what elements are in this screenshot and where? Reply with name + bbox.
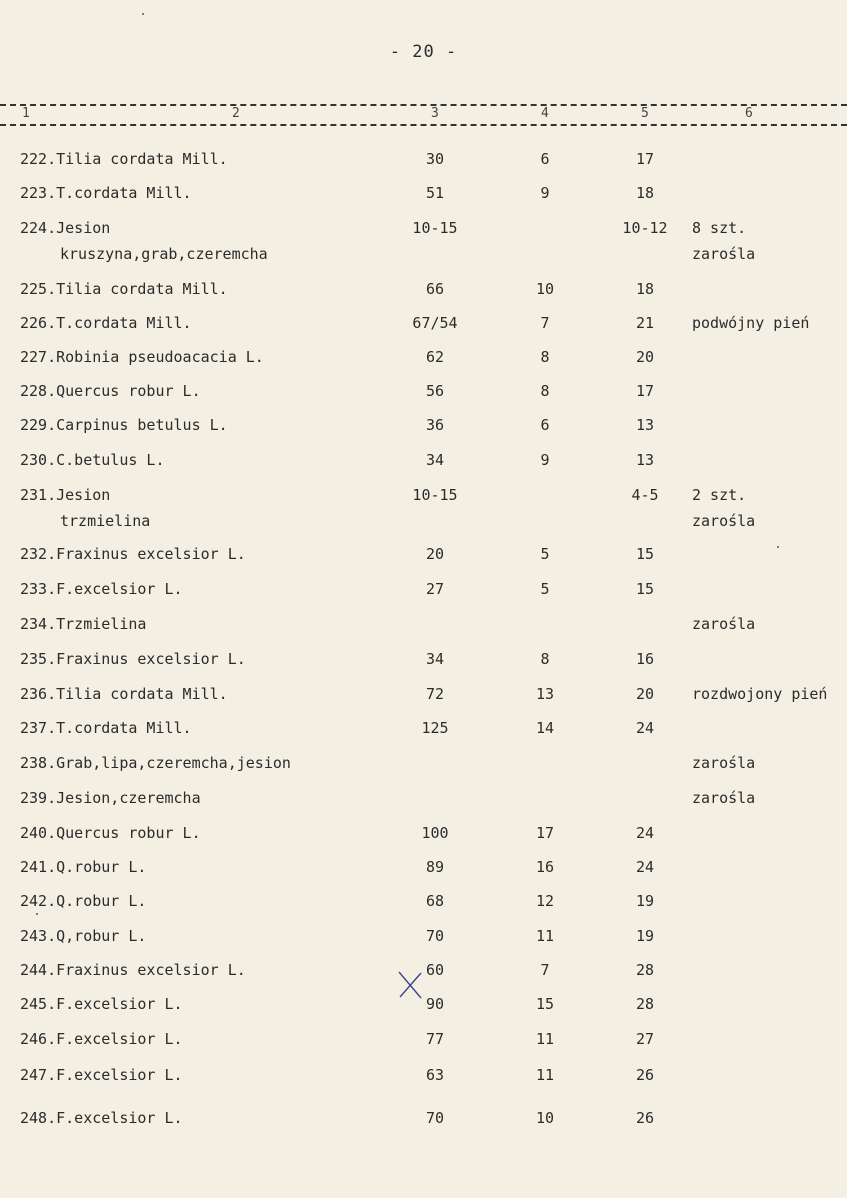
column-5-value: 26	[635, 1066, 655, 1084]
table-row	[0, 1109, 847, 1131]
table-row	[0, 789, 847, 811]
species-name: 246.F.excelsior L.	[20, 1030, 183, 1048]
column-5-value: 18	[635, 280, 655, 298]
table-row	[0, 927, 847, 949]
remarks: zarośla	[692, 754, 756, 772]
column-4-value: 5	[540, 545, 550, 563]
paper-speck	[36, 913, 38, 915]
table-row	[0, 650, 847, 672]
column-3-value: 90	[425, 995, 445, 1013]
column-4-value: 7	[540, 314, 550, 332]
species-name: 243.Q,robur L.	[20, 927, 147, 945]
column-4-value: 6	[540, 416, 550, 434]
column-3-value: 63	[425, 1066, 445, 1084]
species-name: 231.Jesion	[20, 486, 111, 504]
table-row	[0, 382, 847, 404]
column-4-value: 8	[540, 382, 550, 400]
column-4-value: 14	[535, 719, 555, 737]
species-name: 242.Q.robur L.	[20, 892, 147, 910]
column-3-value: 70	[425, 927, 445, 945]
species-name: 232.Fraxinus excelsior L.	[20, 545, 246, 563]
column-5-value: 20	[635, 685, 655, 703]
species-name: 241.Q.robur L.	[20, 858, 147, 876]
species-name: 244.Fraxinus excelsior L.	[20, 961, 246, 979]
remarks: 2 szt.	[692, 486, 747, 504]
column-5-value: 4-5	[631, 486, 659, 504]
species-name-continued: kruszyna,grab,czeremcha	[60, 245, 268, 263]
table-row	[0, 348, 847, 370]
table-row	[0, 961, 847, 983]
table-row	[0, 545, 847, 567]
column-3-value: 67/54	[412, 314, 458, 332]
paper-speck	[142, 13, 144, 15]
column-5-value: 13	[635, 451, 655, 469]
column-3-value: 10-15	[412, 486, 458, 504]
remarks: rozdwojony pień	[692, 685, 828, 703]
species-name: 224.Jesion	[20, 219, 111, 237]
table-row	[0, 280, 847, 302]
column-5-value: 13	[635, 416, 655, 434]
column-4-value: 11	[535, 1066, 555, 1084]
table-row	[0, 314, 847, 336]
column-3-value: 51	[425, 184, 445, 202]
species-name: 230.C.betulus L.	[20, 451, 165, 469]
column-5-value: 17	[635, 382, 655, 400]
species-name: 226.T.cordata Mill.	[20, 314, 192, 332]
species-name: 245.F.excelsior L.	[20, 995, 183, 1013]
column-4-value: 8	[540, 650, 550, 668]
column-5-value: 24	[635, 824, 655, 842]
column-3-value: 27	[425, 580, 445, 598]
column-3-value: 100	[421, 824, 449, 842]
table-row	[0, 416, 847, 438]
species-name: 235.Fraxinus excelsior L.	[20, 650, 246, 668]
column-4-value: 6	[540, 150, 550, 168]
column-5-value: 17	[635, 150, 655, 168]
column-4-value: 11	[535, 1030, 555, 1048]
column-5-value: 28	[635, 961, 655, 979]
species-name: 236.Tilia cordata Mill.	[20, 685, 228, 703]
column-5-value: 18	[635, 184, 655, 202]
header-rule-top	[0, 104, 847, 106]
column-3-value: 20	[425, 545, 445, 563]
column-number-4: 4	[541, 106, 549, 121]
page-number: - 20 -	[389, 42, 458, 62]
remarks: zarośla	[692, 615, 756, 633]
column-5-value: 26	[635, 1109, 655, 1127]
column-4-value: 13	[535, 685, 555, 703]
column-3-value: 34	[425, 451, 445, 469]
table-row	[0, 685, 847, 707]
species-name: 248.F.excelsior L.	[20, 1109, 183, 1127]
table-row	[0, 754, 847, 776]
species-name: 247.F.excelsior L.	[20, 1066, 183, 1084]
species-name: 222.Tilia cordata Mill.	[20, 150, 228, 168]
column-3-value: 125	[421, 719, 449, 737]
species-name: 225.Tilia cordata Mill.	[20, 280, 228, 298]
remarks: podwójny pień	[692, 314, 810, 332]
column-3-value: 62	[425, 348, 445, 366]
table-row	[0, 892, 847, 914]
column-number-3: 3	[431, 106, 439, 121]
species-name: 227.Robinia pseudoacacia L.	[20, 348, 264, 366]
species-name: 228.Quercus robur L.	[20, 382, 201, 400]
remarks: zarośla	[692, 789, 756, 807]
header-rule-bottom	[0, 124, 847, 126]
species-name: 234.Trzmielina	[20, 615, 147, 633]
column-5-value: 21	[635, 314, 655, 332]
column-3-value: 70	[425, 1109, 445, 1127]
column-5-value: 24	[635, 719, 655, 737]
column-3-value: 89	[425, 858, 445, 876]
table-row	[0, 719, 847, 741]
table-row	[0, 615, 847, 637]
table-row	[0, 1066, 847, 1088]
column-3-value: 56	[425, 382, 445, 400]
species-name: 223.T.cordata Mill.	[20, 184, 192, 202]
column-3-value: 60	[425, 961, 445, 979]
column-4-value: 10	[535, 1109, 555, 1127]
species-name: 240.Quercus robur L.	[20, 824, 201, 842]
table-row	[0, 486, 847, 530]
species-name: 229.Carpinus betulus L.	[20, 416, 228, 434]
remarks: 8 szt.	[692, 219, 747, 237]
column-3-value: 72	[425, 685, 445, 703]
column-4-value: 5	[540, 580, 550, 598]
column-5-value: 20	[635, 348, 655, 366]
paper-speck	[777, 546, 779, 548]
species-name: 238.Grab,lipa,czeremcha,jesion	[20, 754, 291, 772]
column-number-2: 2	[232, 106, 240, 121]
column-5-value: 16	[635, 650, 655, 668]
species-name: 237.T.cordata Mill.	[20, 719, 192, 737]
column-number-5: 5	[641, 106, 649, 121]
column-4-value: 8	[540, 348, 550, 366]
column-4-value: 17	[535, 824, 555, 842]
column-5-value: 19	[635, 892, 655, 910]
species-name: 233.F.excelsior L.	[20, 580, 183, 598]
table-row	[0, 1030, 847, 1052]
column-number-6: 6	[745, 106, 753, 121]
table-row	[0, 219, 847, 263]
species-name-continued: trzmielina	[60, 512, 151, 530]
table-row	[0, 858, 847, 880]
column-5-value: 24	[635, 858, 655, 876]
table-row	[0, 580, 847, 602]
table-row	[0, 995, 847, 1017]
column-4-value: 7	[540, 961, 550, 979]
handwritten-cross-mark	[397, 970, 423, 1000]
column-3-value: 66	[425, 280, 445, 298]
table-row	[0, 824, 847, 846]
column-3-value: 77	[425, 1030, 445, 1048]
column-4-value: 12	[535, 892, 555, 910]
species-name: 239.Jesion,czeremcha	[20, 789, 201, 807]
column-5-value: 15	[635, 580, 655, 598]
table-row	[0, 451, 847, 473]
column-3-value: 68	[425, 892, 445, 910]
column-3-value: 34	[425, 650, 445, 668]
remarks-continued: zarośla	[692, 245, 756, 263]
column-4-value: 15	[535, 995, 555, 1013]
column-3-value: 30	[425, 150, 445, 168]
table-row	[0, 150, 847, 172]
column-4-value: 16	[535, 858, 555, 876]
column-3-value: 36	[425, 416, 445, 434]
column-4-value: 9	[540, 184, 550, 202]
column-3-value: 10-15	[412, 219, 458, 237]
column-5-value: 28	[635, 995, 655, 1013]
column-4-value: 9	[540, 451, 550, 469]
column-4-value: 11	[535, 927, 555, 945]
column-4-value: 10	[535, 280, 555, 298]
table-row	[0, 184, 847, 206]
column-number-1: 1	[22, 106, 30, 121]
remarks-continued: zarośla	[692, 512, 756, 530]
column-5-value: 10-12	[622, 219, 668, 237]
column-5-value: 19	[635, 927, 655, 945]
column-5-value: 15	[635, 545, 655, 563]
column-5-value: 27	[635, 1030, 655, 1048]
